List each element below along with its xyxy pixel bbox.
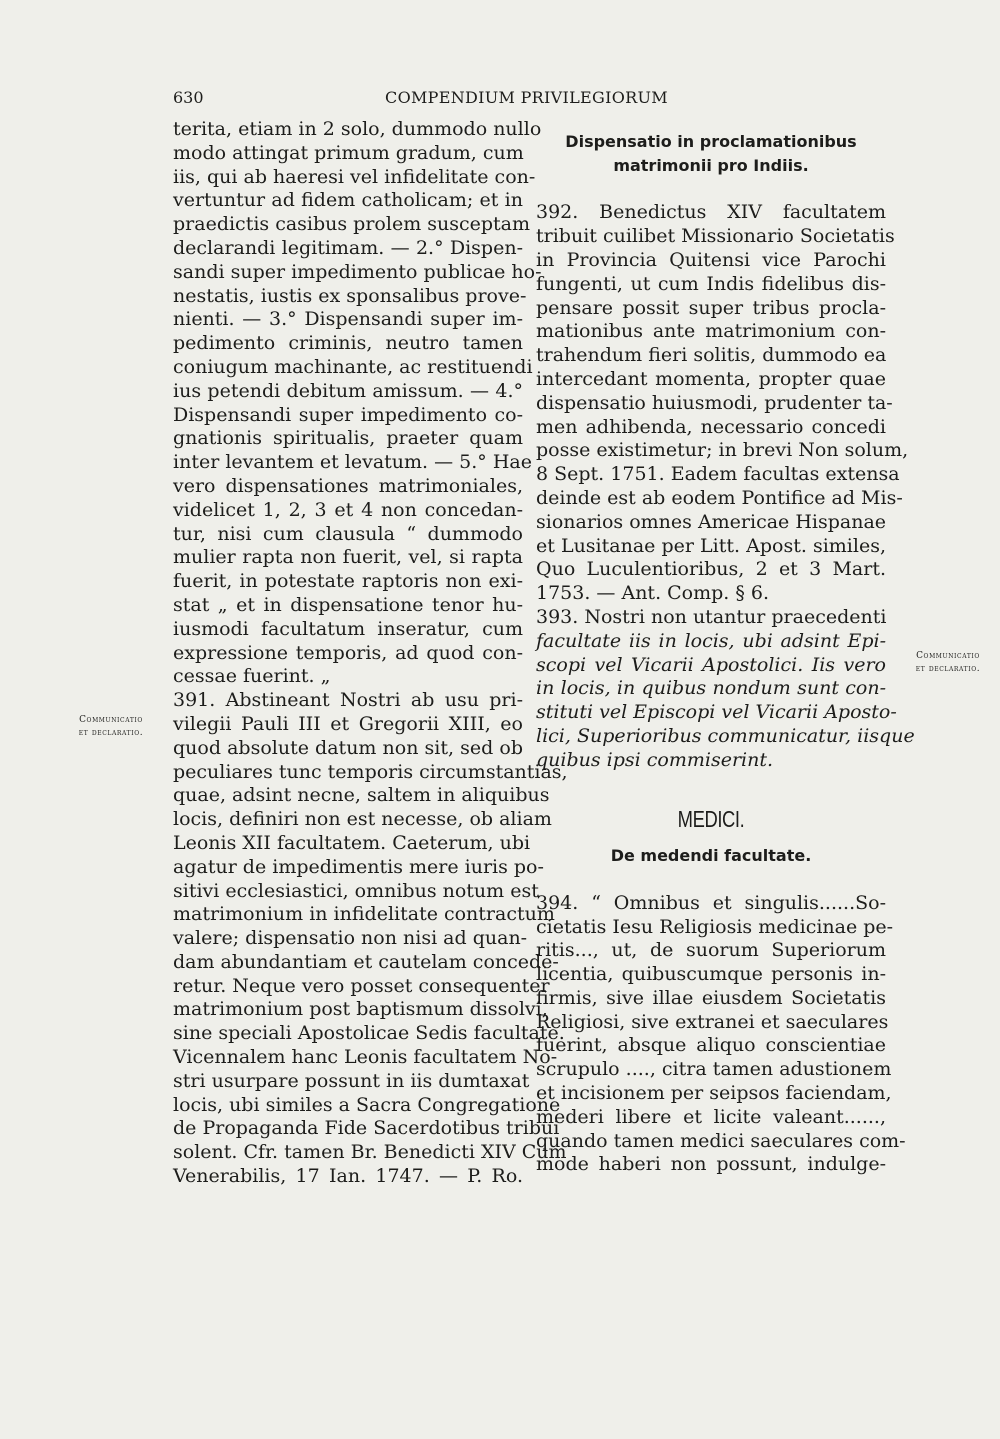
text-line: praedictis casibus prolem susceptam [173,213,531,236]
text-line: 393. Nostri non utantur praecedenti [536,605,887,628]
text-line: in Provincia Quitensi vice Parochi [536,248,886,271]
text-line: scopi vel Vicarii Apostolici. Iis vero [536,653,886,676]
text-line: men adhibenda, necessario concedi [536,415,886,438]
text-line: tribuit cuilibet Missionario Societatis [536,225,895,248]
text-line: firmis, sive illae eiusdem Societatis [536,986,886,1009]
text-line: Vicennalem hanc Leonis facultatem No- [173,1046,558,1069]
text-line: quibus ipsi commiserint. [536,748,774,771]
text-line: mode haberi non possunt, indulge- [536,1153,886,1176]
text-line: videlicet 1, 2, 3 et 4 non concedan- [173,498,523,521]
section-heading: matrimonii pro Indiis. [613,155,809,175]
text-line: locis, ubi similes a Sacra Congregatione [173,1093,561,1116]
text-line: posse existimetur; in brevi Non solum, [536,439,909,462]
text-line: quando tamen medici saeculares com- [536,1129,906,1152]
text-line: stat „ et in dispensatione tenor hu- [173,593,523,616]
section-title: MEDICI. [677,806,745,833]
text-line: matrimonium post baptismum dissolvi, [173,998,548,1021]
text-line: sandi super impedimento publicae ho- [173,260,542,283]
text-line: mederi libere et licite valeant......, [536,1105,886,1128]
text-line: fuerint, absque aliquo conscientiae [536,1034,886,1057]
text-line: sionarios omnes Americae Hispanae [536,510,887,533]
running-title: COMPENDIUM PRIVILEGIORUM [385,88,668,107]
text-line: gnationis spiritualis, praeter quam [173,427,523,450]
text-line: de Propaganda Fide Sacerdotibus tribui [173,1117,560,1140]
text-line: cietatis Iesu Religiosis medicinae pe- [536,915,894,938]
text-line: in locis, in quibus nondum sunt con- [536,677,886,700]
page-header [173,88,880,114]
text-line: 394. “ Omnibus et singulis......So- [536,891,886,914]
text-line: declarandi legitimam. — 2.° Dispen- [173,236,523,259]
margin-note-left [56,714,166,740]
text-line: 1753. — Ant. Comp. § 6. [536,582,770,605]
text-line: Quo Luculentioribus, 2 et 3 Mart. [536,558,886,581]
margin-note-right [898,650,998,676]
text-line: 391. Abstineant Nostri ab usu pri- [173,689,523,712]
text-line: et Lusitanae per Litt. Apost. similes, [536,534,886,557]
text-line: peculiares tunc temporis circumstantias, [173,760,568,783]
text-line: valere; dispensatio non nisi ad quan- [173,927,528,950]
text-line: 8 Sept. 1751. Eadem facultas extensa [536,463,900,486]
text-line: iis, qui ab haeresi vel infidelitate con- [173,165,536,188]
subsection-heading: De medendi facultate. [610,846,812,866]
text-line: stri usurpare possunt in iis dumtaxat [173,1069,530,1092]
margin-note-left-line: et declaratio. [78,728,144,738]
text-line: nienti. — 3.° Dispensandi super im- [173,308,523,331]
text-line: Venerabilis, 17 Ian. 1747. — P. Ro. [173,1165,523,1188]
text-line: inter levantem et levatum. — 5.° Hae [173,451,532,474]
text-line: ius petendi debitum amissum. — 4.° [173,379,523,402]
text-line: sitivi ecclesiastici, omnibus notum est [173,879,539,902]
text-line: expressione temporis, ad quod con- [173,641,523,664]
text-line: fungenti, ut cum Indis fidelibus dis- [536,272,886,295]
text-line: modo attingat primum gradum, cum [173,141,524,164]
text-line: sine speciali Apostolicae Sedis facultate. [173,1022,565,1045]
text-line: iusmodi facultatum inseratur, cum [173,617,523,640]
text-line: vero dispensationes matrimoniales, [173,474,523,497]
text-line: matrimonium in infidelitate contractum [173,903,555,926]
right-column [536,118,915,1177]
paragraph-393 [536,605,915,773]
text-line: pedimento criminis, neutro tamen [173,332,523,355]
text-line: intercedant momenta, propter quae [536,367,886,390]
text-line: quod absolute datum non sit, sed ob [173,736,523,759]
margin-note-right-line: Communicatio [916,651,980,661]
text-line: Religiosi, sive extranei et saeculares [536,1010,889,1033]
text-line: Dispensandi super impedimento co- [173,403,523,426]
text-line: nestatis, iustis ex sponsalibus prove- [173,284,527,307]
text-line: vilegii Pauli III et Gregorii XIII, eo [173,712,523,735]
text-line: ritis..., ut, de suorum Superiorum [536,939,886,962]
text-line: mationibus ante matrimonium con- [536,320,886,343]
page-number: 630 [173,88,204,107]
text-line: terita, etiam in 2 solo, dummodo nullo [173,118,542,140]
text-line: tur, nisi cum clausula “ dummodo [173,522,523,545]
text-line: vertuntur ad fidem catholicam; et in [173,189,523,212]
text-line: locis, definiri non est necesse, ob aliam [173,808,552,831]
text-line: retur. Neque vero posset consequenter [173,974,550,997]
text-line: solent. Cfr. tamen Br. Benedicti XIV Cum [173,1141,567,1164]
text-line: fuerit, in potestate raptoris non exi- [173,570,523,593]
text-line: Leonis XII facultatem. Caeterum, ubi [173,831,531,854]
text-line: dam abundantiam et cautelam concede- [173,950,559,973]
section-heading: Dispensatio in proclamationibus [565,132,857,151]
text-line: mulier rapta non fuerit, vel, si rapta [173,546,523,569]
text-line: lici, Superioribus communicatur, iisque [536,724,915,747]
text-line: 392. Benedictus XIV facultatem [536,201,886,224]
text-line: pensare possit super tribus procla- [536,296,886,319]
text-line: dispensatio huiusmodi, prudenter ta- [536,391,893,414]
text-line: trahendum fieri solitis, dummodo ea [536,344,887,367]
paragraph-394 [536,891,906,1178]
margin-note-left-line: Communicatio [79,715,143,725]
left-column [173,118,568,1189]
text-line: deinde est ab eodem Pontifice ad Mis- [536,486,903,509]
text-line: et incisionem per seipsos faciendam, [536,1082,892,1105]
paragraph-392 [536,201,909,606]
text-line: cessae fuerint. „ [173,665,331,688]
text-line: coniugum machinante, ac restituendi [173,355,533,378]
text-line: scrupulo ...., citra tamen adustionem [536,1058,892,1081]
margin-note-right-line: et declaratio. [915,664,981,674]
text-line: stituti vel Episcopi vel Vicarii Aposto- [536,701,897,724]
text-line: agatur de impedimentis mere iuris po- [173,855,544,878]
text-line: facultate iis in locis, ubi adsint Epi- [536,629,886,652]
text-line: quae, adsint necne, saltem in aliquibus [173,784,550,807]
text-line: licentia, quibuscumque personis in- [536,963,886,986]
